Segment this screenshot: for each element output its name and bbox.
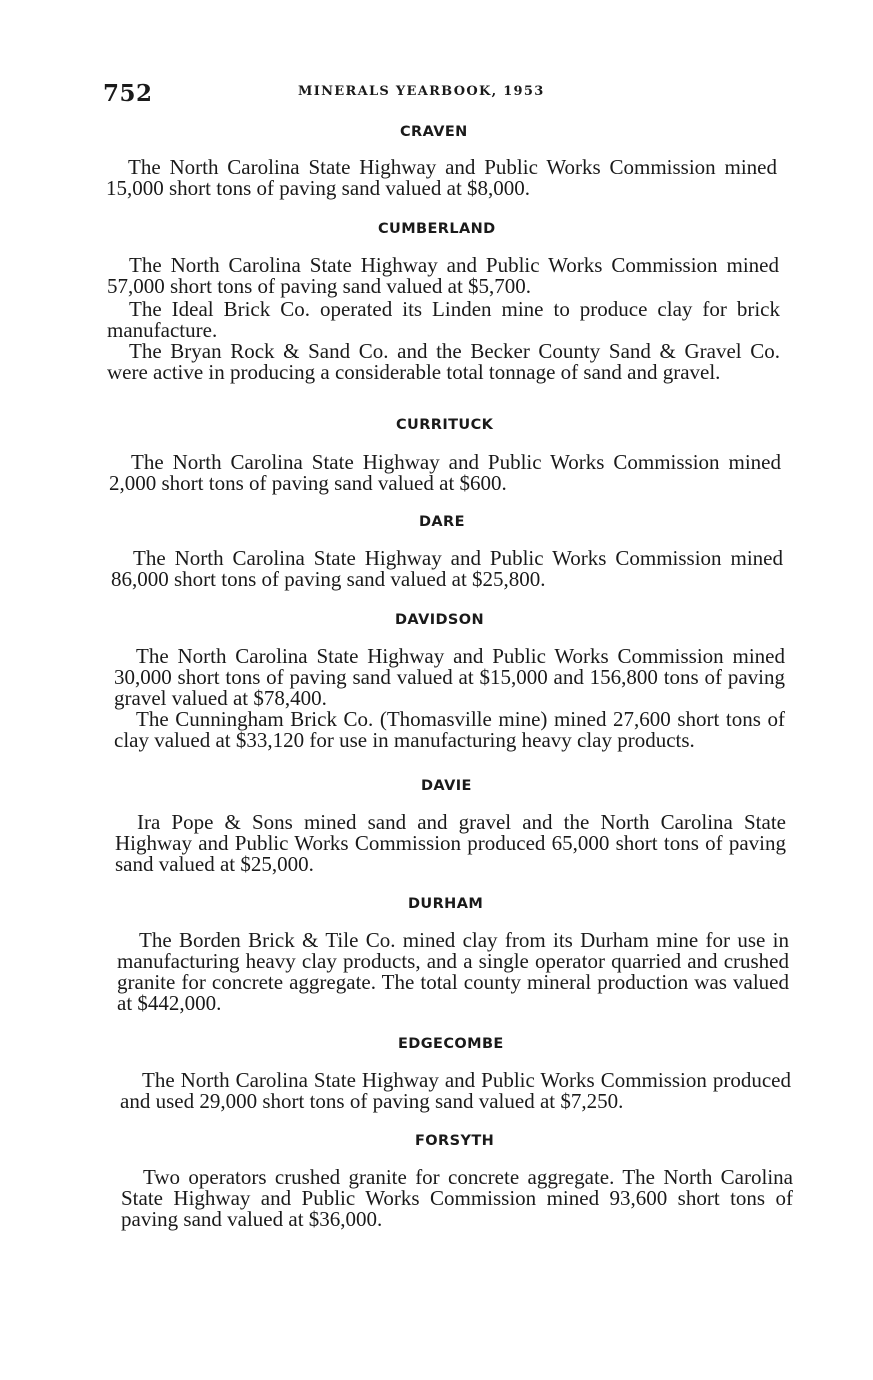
paragraph-cumberland-2: The Ideal Brick Co. operated its Linden mine to produce clay for brick manufacture.: [107, 297, 780, 342]
running-head: [103, 80, 793, 110]
paragraph-cumberland-3: The Bryan Rock & Sand Co. and the Becker County Sand & Gravel Co. were active in producing a considerable total tonnage of sand and gravel.: [107, 339, 780, 384]
paragraph-davidson-2: The Cunningham Brick Co. (Thomasville mine) mined 27,600 short tons of clay valued at $33,120 for use in manufacturing heavy clay products.: [114, 707, 785, 752]
paragraph-cumberland-1: The North Carolina State Highway and Public Works Commission mined 57,000 short tons of paving sand valued at $5,700.: [107, 253, 779, 298]
paragraph-davie-1: Ira Pope & Sons mined sand and gravel and the North Carolina State Highway and Public Works Commission produced 65,000 short tons of paving sand valued at $25,000.: [115, 810, 786, 876]
section-heading-forsyth: FORSYTH: [415, 1133, 495, 1149]
paragraph-durham-1: The Borden Brick & Tile Co. mined clay from its Durham mine for use in manufacturing heavy clay products, and a single operator quarried and crushed granite for concrete aggregate. The total county mineral production was valued at $442,000.: [117, 928, 789, 1015]
section-heading-davidson: DAVIDSON: [395, 612, 485, 628]
paragraph-forsyth-1: Two operators crushed granite for concrete aggregate. The North Carolina State Highway and Public Works Commission mined 93,600 short tons of paving sand valued at $36,000.: [121, 1165, 793, 1231]
paragraph-currituck-1: The North Carolina State Highway and Public Works Commission mined 2,000 short tons of paving sand valued at $600.: [109, 450, 781, 495]
section-heading-craven: CRAVEN: [400, 124, 468, 140]
paragraph-craven-1: The North Carolina State Highway and Public Works Commission mined 15,000 short tons of paving sand valued at $8,000.: [106, 155, 777, 200]
running-title: MINERALS YEARBOOK, 1953: [298, 84, 545, 99]
section-heading-dare: DARE: [419, 514, 465, 530]
paragraph-davidson-1: The North Carolina State Highway and Public Works Commission mined 30,000 short tons of paving sand valued at $15,000 and 156,800 tons of paving gravel valued at $78,400.: [114, 644, 785, 710]
section-heading-durham: DURHAM: [408, 896, 484, 912]
section-heading-davie: DAVIE: [421, 778, 472, 794]
section-heading-currituck: CURRITUCK: [396, 417, 494, 433]
page-number: 752: [103, 80, 153, 107]
paragraph-dare-1: The North Carolina State Highway and Public Works Commission mined 86,000 short tons of paving sand valued at $25,800.: [111, 546, 783, 591]
paragraph-edgecombe-1: The North Carolina State Highway and Public Works Commission produced and used 29,000 short tons of paving sand valued at $7,250.: [120, 1068, 791, 1113]
section-heading-edgecombe: EDGECOMBE: [398, 1036, 504, 1052]
section-heading-cumberland: CUMBERLAND: [378, 221, 496, 237]
